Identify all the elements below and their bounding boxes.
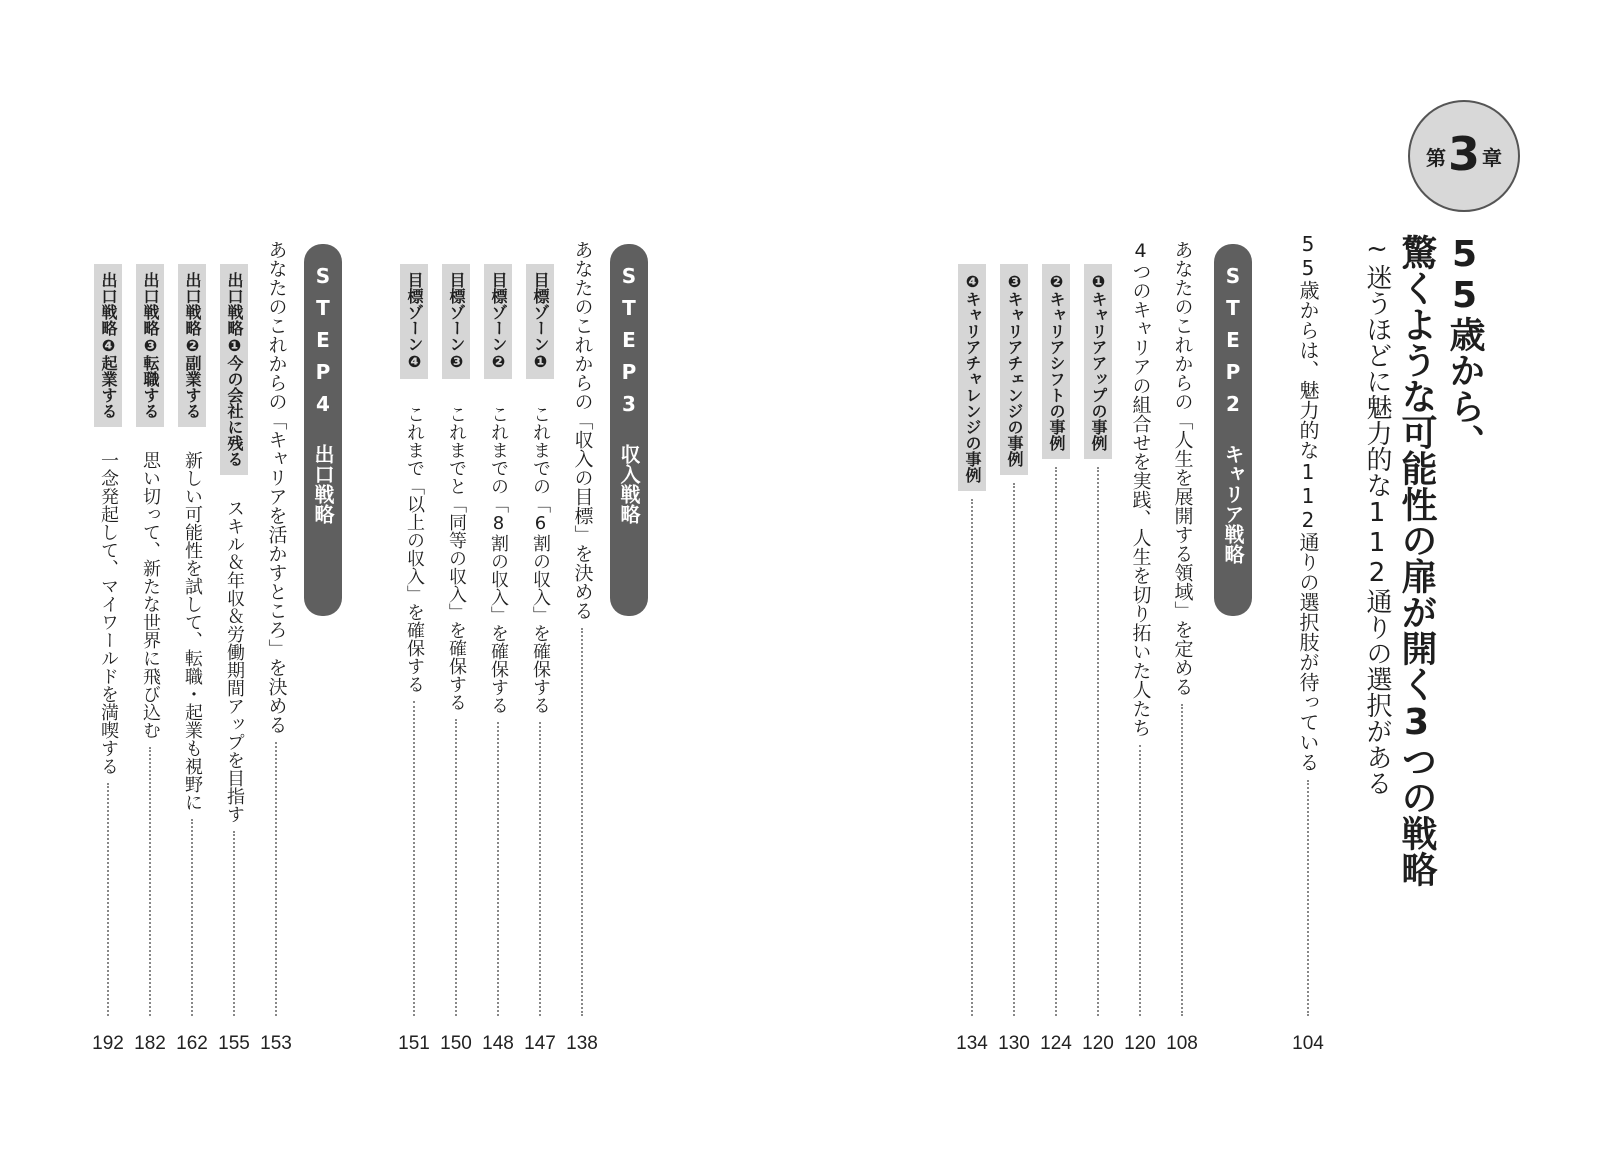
toc-entry-heading: 出口戦略❸転職する [141,272,160,419]
exit-strategy-box [136,264,164,427]
toc-entry[interactable] [264,240,288,1022]
toc-entry[interactable] [570,240,594,1022]
step-label: STEP4 [311,264,335,424]
page-number: 138 [566,1033,598,1054]
dot-leader [1055,467,1057,1016]
toc-entry[interactable] [1086,264,1110,1022]
toc-entry[interactable] [1002,264,1026,1022]
target-zone-box [400,264,428,379]
chapter-badge [1408,100,1520,212]
toc-entry-text: スキル＆年収＆労働期間アップを目指す [224,499,245,823]
dot-leader [1139,745,1141,1016]
dot-leader [1181,704,1183,1016]
toc-entry-text: これまでの「8割の収入」を確保する [488,405,509,714]
chapter-prefix: 第 [1425,145,1446,170]
chapter-title-line2: 驚くような可能性の扉が開く3つの戦略 [1396,234,1437,887]
chapter-suffix: 章 [1482,145,1502,170]
toc-entry-text: ❸キャリアチェンジの事例 [1005,272,1024,467]
toc-entry-heading: 目標ゾーン❹ [405,272,424,371]
page-number: 150 [440,1033,472,1054]
toc-entry-text: 思い切って、新たな世界に飛び込む [140,451,161,739]
case-heading-box [1042,264,1070,459]
step-title: 収入戦略 [617,444,641,524]
toc-entry-heading: 目標ゾーン❶ [531,272,550,371]
dot-leader [455,719,457,1016]
exit-strategy-box [178,264,206,427]
step-title: キャリア戦略 [1221,444,1245,564]
toc-entry[interactable] [138,264,162,1022]
case-heading-box [1000,264,1028,475]
page-number: 155 [218,1033,250,1054]
dot-leader [1013,483,1015,1016]
dot-leader [1097,467,1099,1016]
step4-pill [304,244,342,616]
target-zone-box [526,264,554,379]
page-number: 108 [1166,1033,1198,1054]
dot-leader [149,747,151,1016]
toc-entry[interactable] [96,264,120,1022]
dot-leader [539,722,541,1016]
step-label: STEP2 [1221,264,1245,424]
step-label: STEP3 [617,264,641,424]
page-number: 120 [1124,1033,1156,1054]
page-number: 124 [1040,1033,1072,1054]
chapter-subtitle: ~迷うほどに魅力的な112通りの選択がある [1362,234,1392,796]
case-heading-box [958,264,986,491]
chapter-number: 3 [1447,127,1480,181]
step3-pill [610,244,648,616]
page-number: 104 [1292,1033,1324,1054]
toc-entry-text: 4つのキャリアの組合せを実践、人生を切り拓いた人たち [1129,240,1152,737]
step2-pill [1214,244,1252,616]
toc-entry-heading: 目標ゾーン❷ [489,272,508,371]
page-number: 147 [524,1033,556,1054]
page-number: 162 [176,1033,208,1054]
toc-entry-text: 新しい可能性を試して、転職・起業も視野に [182,451,203,811]
page-number: 130 [998,1033,1030,1054]
dot-leader [233,831,235,1016]
page-number: 151 [398,1033,430,1054]
dot-leader [581,628,583,1016]
dot-leader [191,819,193,1016]
toc-entry[interactable] [444,264,468,1022]
toc-entry[interactable] [222,264,246,1022]
toc-entry-text: 55歳からは、魅力的な112通りの選択肢が待っている [1296,232,1320,772]
toc-entry[interactable] [180,264,204,1022]
dot-leader [1307,780,1309,1016]
page-number: 148 [482,1033,514,1054]
toc-entry[interactable] [402,264,426,1022]
toc-entry-text: あなたのこれからの「収入の目標」を決める [571,240,594,620]
toc-entry[interactable] [486,264,510,1022]
dot-leader [413,701,415,1016]
toc-entry-heading: 出口戦略❹起業する [99,272,118,419]
toc-entry-intro[interactable] [1296,232,1320,1022]
target-zone-box [442,264,470,379]
dot-leader [497,722,499,1016]
exit-strategy-box [220,264,248,475]
toc-entry-text: あなたのこれからの「人生を展開する領域」を定める [1171,240,1194,696]
toc-entry-text: これまでと「同等の収入」を確保する [446,405,467,711]
toc-entry-heading: 出口戦略❷副業する [183,272,202,419]
dot-leader [107,783,109,1016]
page-number: 134 [956,1033,988,1054]
toc-entry-text: ❷キャリアシフトの事例 [1047,272,1066,451]
toc-entry-heading: 目標ゾーン❸ [447,272,466,371]
step-title: 出口戦略 [311,444,335,524]
toc-entry[interactable] [1128,240,1152,1022]
toc-entry-text: これまでの「6割の収入」を確保する [530,405,551,714]
toc-entry-text: ❶キャリアアップの事例 [1089,272,1108,451]
page-number: 153 [260,1033,292,1054]
toc-entry-text: ❹キャリアチャレンジの事例 [963,272,982,483]
page-number: 182 [134,1033,166,1054]
page-number: 120 [1082,1033,1114,1054]
case-heading-box [1084,264,1112,459]
toc-entry-text: あなたのこれからの「キャリアを活かすところ」を決める [265,240,288,734]
toc-entry-heading: 出口戦略❶今の会社に残る [225,272,244,467]
toc-entry[interactable] [1044,264,1068,1022]
dot-leader [275,742,277,1016]
exit-strategy-box [94,264,122,427]
page-number: 192 [92,1033,124,1054]
dot-leader [971,499,973,1016]
toc-entry[interactable] [1170,240,1194,1022]
toc-entry-text: 一念発起して、マイワールドを満喫する [98,451,119,775]
target-zone-box [484,264,512,379]
toc-entry[interactable] [960,264,984,1022]
toc-entry-text: これまで「以上の収入」を確保する [404,405,425,693]
chapter-title-line1: 55歳から、 [1444,234,1485,460]
toc-entry[interactable] [528,264,552,1022]
